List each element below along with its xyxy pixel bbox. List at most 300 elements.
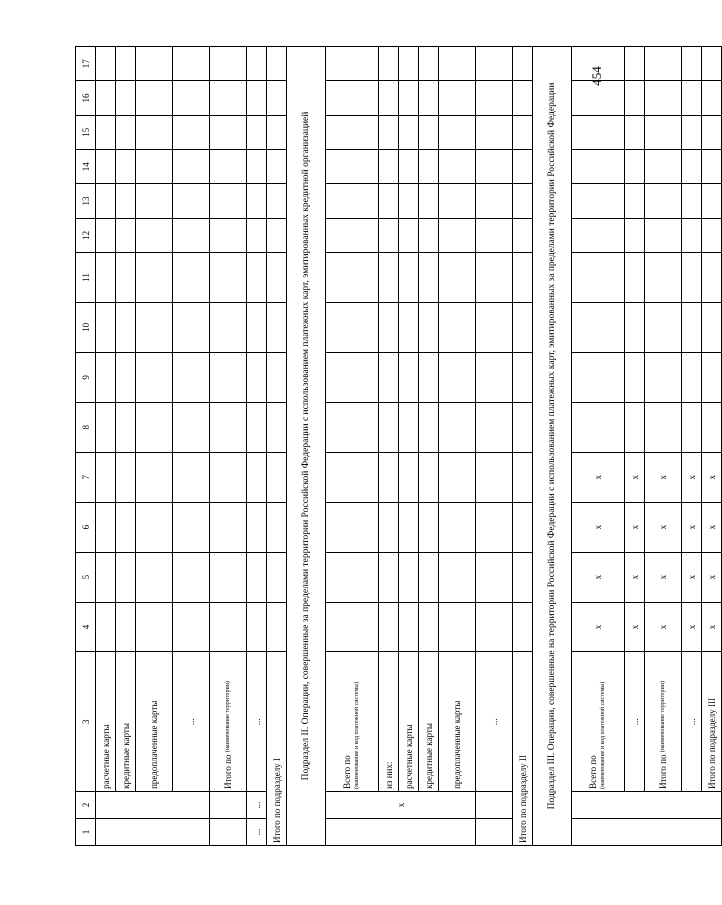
itogo-po-label: Итого по [223, 754, 233, 789]
page-number: 454 [589, 66, 604, 86]
table-cell [439, 47, 476, 81]
table-cell [702, 184, 722, 218]
table-cell [419, 184, 439, 218]
table-cell [645, 302, 682, 352]
table-cell [247, 352, 267, 402]
table-row [399, 47, 419, 846]
column-number: 9 [76, 352, 96, 402]
table-cell [682, 253, 702, 303]
table-cell [439, 218, 476, 252]
table-cell [419, 552, 439, 602]
table-cell [173, 452, 210, 502]
mark-cell: х [682, 552, 702, 602]
table-cell [173, 502, 210, 552]
mark-cell: х [702, 502, 722, 552]
row-label: ... [173, 652, 210, 791]
table-cell [136, 602, 173, 652]
table-cell [173, 218, 210, 252]
table-cell [116, 452, 136, 502]
table-cell [96, 150, 116, 184]
table-row [173, 47, 210, 846]
table-cell [379, 452, 399, 502]
row-label: из них: [379, 652, 399, 791]
table-cell [267, 602, 287, 652]
table-cell [625, 47, 645, 81]
table-cell [476, 253, 513, 303]
table-cell [572, 81, 625, 115]
table-cell [682, 150, 702, 184]
table-cell [399, 302, 419, 352]
cell [326, 818, 476, 845]
table-cell [116, 402, 136, 452]
table-cell [399, 552, 419, 602]
table-row [625, 47, 645, 846]
total-row [267, 47, 287, 846]
table-cell [326, 184, 379, 218]
table-cell [267, 253, 287, 303]
table-cell [476, 602, 513, 652]
table-cell [326, 452, 379, 502]
row-label: кредитные карты [116, 652, 136, 791]
table-cell [173, 552, 210, 602]
table-cell [625, 184, 645, 218]
column-number: 3 [76, 652, 96, 791]
table-cell [419, 253, 439, 303]
table-cell [625, 115, 645, 149]
table-cell [645, 402, 682, 452]
table-cell [247, 115, 267, 149]
table-cell [399, 115, 419, 149]
table-cell [379, 402, 399, 452]
table-cell [476, 452, 513, 502]
table-cell [116, 115, 136, 149]
table-cell [136, 352, 173, 402]
table-cell [645, 47, 682, 81]
mark-cell: х [625, 502, 645, 552]
table-cell [572, 253, 625, 303]
section-heading-row [533, 47, 572, 846]
table-cell [210, 47, 247, 81]
table-cell [702, 352, 722, 402]
table-cell [136, 302, 173, 352]
column-number: 15 [76, 115, 96, 149]
mark-cell: х [702, 552, 722, 602]
table-cell [96, 253, 116, 303]
table-cell [116, 150, 136, 184]
table-cell [476, 218, 513, 252]
table-cell [267, 552, 287, 602]
table-cell [267, 81, 287, 115]
table-cell [682, 184, 702, 218]
table-cell [116, 47, 136, 81]
column-number: 1 [76, 818, 96, 845]
table-cell [267, 150, 287, 184]
table-cell [96, 552, 116, 602]
cell [210, 818, 247, 845]
table-cell [379, 502, 399, 552]
table-cell [439, 452, 476, 502]
cell [572, 818, 722, 845]
table-cell [419, 402, 439, 452]
column-number: 14 [76, 150, 96, 184]
table-cell [572, 150, 625, 184]
table-row [476, 47, 513, 846]
mark-cell: х [682, 602, 702, 652]
table-cell [702, 150, 722, 184]
table-cell [572, 47, 625, 81]
table-cell [116, 502, 136, 552]
table-cell [247, 402, 267, 452]
table-cell [399, 47, 419, 81]
mark-cell: х [572, 452, 625, 502]
column-number-row [76, 47, 96, 846]
table-cell [173, 184, 210, 218]
vsego-po-label: Всего по [588, 755, 598, 789]
table-cell [173, 47, 210, 81]
table-row [379, 47, 399, 846]
row-label: ... [476, 652, 513, 791]
table-cell [572, 302, 625, 352]
table-cell [439, 115, 476, 149]
section-title: Подраздел III. Операции, совершенные на территории Российской Федерации с использованием платежных карт, эмитированных за пределами территории Российской Федерации [533, 47, 572, 846]
column-number: 5 [76, 552, 96, 602]
table-cell [399, 218, 419, 252]
column-number: 11 [76, 253, 96, 303]
mark-cell: х [572, 552, 625, 602]
table-cell [247, 184, 267, 218]
table-cell [419, 602, 439, 652]
table-cell [379, 115, 399, 149]
table-cell [625, 218, 645, 252]
table-cell [210, 253, 247, 303]
table-cell [476, 552, 513, 602]
table-row [136, 47, 173, 846]
table-cell [513, 150, 533, 184]
row-label: предоплаченные карты [439, 652, 476, 791]
table-cell [625, 253, 645, 303]
table-cell [682, 402, 702, 452]
total-label: Итого по подразделу I [267, 652, 287, 846]
table-cell [326, 602, 379, 652]
dots-cell: ... [247, 818, 267, 845]
table-cell [379, 150, 399, 184]
mark-cell: х [645, 502, 682, 552]
table-cell [267, 218, 287, 252]
section-title: Подраздел II. Операции, совершенные за пределами территории Российской Федерации с использованием платежных карт, эмитированных кредитной организацией [287, 47, 326, 846]
table-row [419, 47, 439, 846]
table-cell [210, 502, 247, 552]
table-cell [210, 452, 247, 502]
table-row [439, 47, 476, 846]
table-cell [439, 150, 476, 184]
table-cell [96, 47, 116, 81]
table-cell [476, 47, 513, 81]
table-cell [572, 218, 625, 252]
column-number: 4 [76, 602, 96, 652]
table-cell [439, 552, 476, 602]
table-cell [625, 402, 645, 452]
table-row [682, 47, 702, 846]
table-cell [419, 452, 439, 502]
table-cell [476, 402, 513, 452]
table-cell [379, 81, 399, 115]
table-cell [247, 218, 267, 252]
table-cell [439, 502, 476, 552]
table-cell [682, 302, 702, 352]
table-cell [116, 302, 136, 352]
table-cell [702, 81, 722, 115]
row-label [326, 652, 379, 791]
table-cell [513, 115, 533, 149]
table-cell [682, 115, 702, 149]
table-cell [625, 150, 645, 184]
table-cell [136, 81, 173, 115]
table-cell [439, 602, 476, 652]
table-row [116, 47, 136, 846]
table-cell [267, 352, 287, 402]
table-cell [572, 115, 625, 149]
table-cell [625, 302, 645, 352]
table-cell [247, 253, 267, 303]
table-row [645, 47, 682, 846]
table-cell [247, 552, 267, 602]
table-cell [210, 115, 247, 149]
row-label: расчетные карты [96, 652, 116, 791]
cell [476, 791, 513, 818]
total-label: Итого по подразделу II [513, 652, 533, 846]
column-number: 16 [76, 81, 96, 115]
table-cell [682, 47, 702, 81]
table-cell [419, 302, 439, 352]
table-cell [173, 402, 210, 452]
table-cell [173, 352, 210, 402]
table-cell [419, 47, 439, 81]
table-cell [116, 253, 136, 303]
column-number: 13 [76, 184, 96, 218]
table-cell [572, 352, 625, 402]
table-cell [247, 302, 267, 352]
table-cell [702, 115, 722, 149]
table-cell [682, 352, 702, 402]
table-cell [210, 552, 247, 602]
table-cell [379, 302, 399, 352]
table-cell [439, 184, 476, 218]
table-cell [210, 402, 247, 452]
row-label [210, 652, 247, 791]
table-cell [173, 150, 210, 184]
table-cell [399, 502, 419, 552]
table-cell [379, 552, 399, 602]
table-cell [625, 81, 645, 115]
table-cell [210, 150, 247, 184]
table-cell [96, 352, 116, 402]
table-cell [379, 218, 399, 252]
table-cell [136, 452, 173, 502]
table-cell [136, 150, 173, 184]
table-cell [399, 81, 419, 115]
table-cell [513, 302, 533, 352]
dots-cell: ... [247, 652, 267, 791]
table-cell [96, 502, 116, 552]
table-cell [645, 184, 682, 218]
cell [476, 818, 513, 845]
table-cell [116, 184, 136, 218]
table-cell [476, 150, 513, 184]
column-number: 7 [76, 452, 96, 502]
table-cell [682, 218, 702, 252]
row-label: предоплаченные карты [136, 652, 173, 791]
table-cell [439, 402, 476, 452]
table-cell [173, 302, 210, 352]
table-cell [682, 81, 702, 115]
mark-cell: х [702, 452, 722, 502]
table-cell [247, 602, 267, 652]
table-cell [379, 253, 399, 303]
mark-cell: х [625, 602, 645, 652]
table-cell [399, 602, 419, 652]
table-cell [116, 602, 136, 652]
table-cell [572, 402, 625, 452]
table-cell [645, 81, 682, 115]
table-cell [439, 81, 476, 115]
row-label [645, 652, 682, 791]
table-cell [513, 352, 533, 402]
column-number: 10 [76, 302, 96, 352]
table-cell [513, 218, 533, 252]
table-cell [247, 502, 267, 552]
total-label: Итого по подразделу III [702, 652, 722, 791]
table-cell [326, 150, 379, 184]
table-cell [136, 218, 173, 252]
table-cell [399, 253, 419, 303]
table-cell [513, 253, 533, 303]
cell [96, 818, 210, 845]
mark-cell: х [645, 552, 682, 602]
table-row [326, 47, 379, 846]
table-cell [267, 452, 287, 502]
table-cell [173, 253, 210, 303]
table-cell [96, 81, 116, 115]
table-cell [267, 502, 287, 552]
section-heading-row [287, 47, 326, 846]
table-cell [476, 184, 513, 218]
table-cell [645, 150, 682, 184]
table-row [96, 47, 116, 846]
column-number: 2 [76, 791, 96, 818]
mark-cell: х [645, 602, 682, 652]
row-label: ... [625, 652, 645, 791]
payment-system-note: (наименование и код платежной системы) [600, 681, 607, 789]
column-number: 12 [76, 218, 96, 252]
row-label: ... [682, 652, 702, 791]
table-cell [210, 602, 247, 652]
table-cell [513, 602, 533, 652]
table-cell [96, 184, 116, 218]
table-row [247, 47, 267, 846]
table-cell [702, 218, 722, 252]
mark-cell: х [682, 502, 702, 552]
table-cell [439, 352, 476, 402]
row-label: кредитные карты [419, 652, 439, 791]
cell [210, 791, 247, 818]
table-cell [96, 602, 116, 652]
table-cell [210, 184, 247, 218]
table-cell [419, 218, 439, 252]
table-cell [247, 452, 267, 502]
total-row [513, 47, 533, 846]
table-cell [513, 47, 533, 81]
table-cell [399, 402, 419, 452]
table-cell [399, 150, 419, 184]
table-cell [399, 452, 419, 502]
table-row [572, 47, 625, 846]
table-cell [419, 502, 439, 552]
table-cell [513, 81, 533, 115]
table-cell [379, 602, 399, 652]
table-cell [476, 115, 513, 149]
row-label [572, 652, 625, 791]
table-cell [645, 352, 682, 402]
table-cell [702, 47, 722, 81]
table-cell [267, 115, 287, 149]
column-number: 6 [76, 502, 96, 552]
table-cell [267, 47, 287, 81]
column-number: 8 [76, 402, 96, 452]
table-cell [116, 81, 136, 115]
vsego-po-label: Всего по [342, 755, 352, 789]
table-cell [173, 115, 210, 149]
table-cell [326, 402, 379, 452]
table-cell [210, 81, 247, 115]
table-cell [513, 552, 533, 602]
table-cell [210, 352, 247, 402]
table-cell [136, 115, 173, 149]
column-number: 17 [76, 47, 96, 81]
table-cell [702, 302, 722, 352]
operations-table [75, 46, 722, 846]
table-cell [210, 218, 247, 252]
table-cell [116, 352, 136, 402]
table-cell [247, 150, 267, 184]
table-cell [173, 81, 210, 115]
table-cell [645, 218, 682, 252]
cell [96, 791, 210, 818]
table-cell [326, 552, 379, 602]
territory-note: (наименование территории) [660, 681, 667, 753]
table-cell [210, 302, 247, 352]
table-cell [399, 352, 419, 402]
table-cell [96, 218, 116, 252]
table-cell [96, 115, 116, 149]
dots-cell: ... [247, 791, 267, 818]
table-cell [379, 184, 399, 218]
table-cell [513, 402, 533, 452]
mark-cell: х [326, 791, 476, 818]
table-cell [136, 47, 173, 81]
table-cell [173, 602, 210, 652]
table-cell [419, 115, 439, 149]
table-cell [513, 502, 533, 552]
table-cell [136, 502, 173, 552]
table-cell [439, 253, 476, 303]
table-cell [326, 218, 379, 252]
table-cell [136, 184, 173, 218]
table-cell [379, 352, 399, 402]
table-cell [572, 184, 625, 218]
table-cell [625, 352, 645, 402]
table-cell [645, 253, 682, 303]
table-cell [247, 47, 267, 81]
